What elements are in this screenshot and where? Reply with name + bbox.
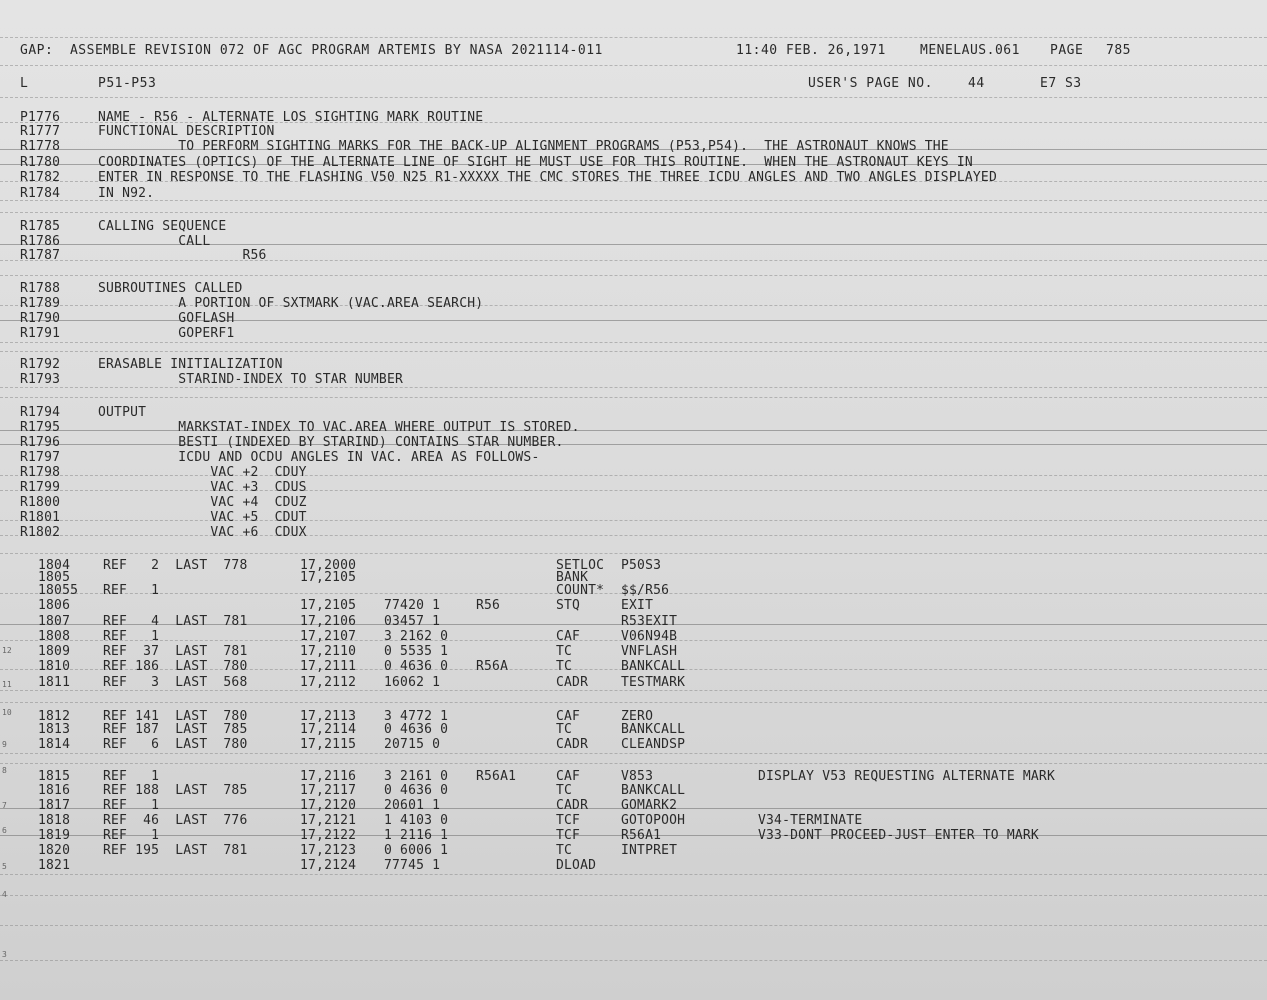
- symbol-label: R56A: [476, 659, 509, 674]
- comment-line: [0, 480, 1267, 496]
- opcode: CAF: [556, 769, 581, 784]
- address: 17,2121: [300, 813, 357, 828]
- comment-line: [0, 296, 1267, 312]
- address: 17,2115: [300, 737, 357, 752]
- line-id: R1798: [20, 465, 61, 480]
- ref-info: REF 2 LAST 778: [103, 558, 248, 573]
- address: 17,2123: [300, 843, 357, 858]
- margin-mark: 12: [2, 646, 12, 655]
- header-time-date: 11:40 FEB. 26,1971: [736, 43, 886, 58]
- operand: INTPRET: [621, 843, 678, 858]
- line-number: 1815: [38, 769, 71, 784]
- ruled-line: [0, 702, 1267, 703]
- comment-text: OUTPUT: [98, 405, 147, 420]
- ref-info: REF 186 LAST 780: [103, 659, 248, 674]
- ruled-line: [0, 275, 1267, 276]
- ruled-line: [0, 753, 1267, 754]
- user-page-label: USER'S PAGE NO.: [808, 76, 933, 91]
- ruled-line: [0, 895, 1267, 896]
- header-page-number: 785: [1106, 43, 1131, 58]
- code-line: [0, 675, 1267, 691]
- octal-word: 0 4636 0: [384, 783, 449, 798]
- line-number: 1814: [38, 737, 71, 752]
- line-number: 18055: [38, 583, 79, 598]
- opcode: TC: [556, 843, 573, 858]
- octal-word: 77745 1: [384, 858, 441, 873]
- code-comment: DISPLAY V53 REQUESTING ALTERNATE MARK: [758, 769, 1055, 784]
- comment-line: [0, 170, 1267, 186]
- ruled-line: [0, 874, 1267, 875]
- address: 17,2107: [300, 629, 357, 644]
- comment-line: [0, 155, 1267, 171]
- comment-line: [0, 525, 1267, 541]
- comment-line: [0, 326, 1267, 342]
- opcode: TC: [556, 722, 573, 737]
- line-id: R1801: [20, 510, 61, 525]
- line-number: 1809: [38, 644, 71, 659]
- code-line: [0, 843, 1267, 859]
- opcode: TCF: [556, 828, 581, 843]
- line-number: 1808: [38, 629, 71, 644]
- comment-line: [0, 186, 1267, 202]
- comment-text: BESTI (INDEXED BY STARIND) CONTAINS STAR NUMBER.: [98, 435, 564, 450]
- line-id: R1786: [20, 234, 61, 249]
- margin-mark: 5: [2, 862, 7, 871]
- comment-line: [0, 435, 1267, 451]
- comment-text: GOFLASH: [98, 311, 235, 326]
- ref-info: REF 37 LAST 781: [103, 644, 248, 659]
- code-line: [0, 858, 1267, 874]
- code-comment: V33-DONT PROCEED-JUST ENTER TO MARK: [758, 828, 1039, 843]
- line-number: 1818: [38, 813, 71, 828]
- comment-text: MARKSTAT-INDEX TO VAC.AREA WHERE OUTPUT IS STORED.: [98, 420, 580, 435]
- operand: P50S3: [621, 558, 662, 573]
- opcode: SETLOC: [556, 558, 605, 573]
- code-line: [0, 828, 1267, 844]
- ruled-line: [0, 97, 1267, 98]
- line-number: 1805: [38, 570, 71, 585]
- line-id: R1780: [20, 155, 61, 170]
- subheader-code: E7 S3: [1040, 76, 1082, 91]
- ref-info: REF 46 LAST 776: [103, 813, 248, 828]
- comment-line: [0, 281, 1267, 297]
- line-number: 1807: [38, 614, 71, 629]
- ref-info: REF 188 LAST 785: [103, 783, 248, 798]
- comment-text: COORDINATES (OPTICS) OF THE ALTERNATE LINE OF SIGHT HE MUST USE FOR THIS ROUTINE. WHEN THE ASTRONAUT KEYS IN: [98, 155, 973, 170]
- code-line: [0, 629, 1267, 645]
- address: 17,2113: [300, 709, 357, 724]
- octal-word: 77420 1: [384, 598, 441, 613]
- margin-mark: 3: [2, 950, 7, 959]
- octal-word: 1 2116 1: [384, 828, 449, 843]
- comment-text: GOPERF1: [98, 326, 235, 341]
- octal-word: 16062 1: [384, 675, 441, 690]
- address: 17,2117: [300, 783, 357, 798]
- opcode: TCF: [556, 813, 581, 828]
- opcode: TC: [556, 659, 573, 674]
- ruled-line: [0, 37, 1267, 38]
- address: 17,2105: [300, 598, 357, 613]
- line-id: R1792: [20, 357, 61, 372]
- comment-text: STARIND-INDEX TO STAR NUMBER: [98, 372, 404, 387]
- octal-word: 0 6006 1: [384, 843, 449, 858]
- page-subheader: [0, 76, 1267, 92]
- ref-info: REF 195 LAST 781: [103, 843, 248, 858]
- comment-text: ENTER IN RESPONSE TO THE FLASHING V50 N25 R1-XXXXX THE CMC STORES THE THREE ICDU ANGLES AND TWO ANGLES DISPLAYED: [98, 170, 997, 185]
- comment-line: [0, 450, 1267, 466]
- line-id: R1802: [20, 525, 61, 540]
- ruled-line: [0, 397, 1267, 398]
- line-number: 1816: [38, 783, 71, 798]
- octal-word: 1 4103 0: [384, 813, 449, 828]
- comment-line: [0, 420, 1267, 436]
- opcode: TC: [556, 783, 573, 798]
- comment-line: [0, 219, 1267, 235]
- ref-info: REF 141 LAST 780: [103, 709, 248, 724]
- opcode: STQ: [556, 598, 581, 613]
- line-number: 1820: [38, 843, 71, 858]
- line-id: R1797: [20, 450, 61, 465]
- comment-text: VAC +2 CDUY: [98, 465, 307, 480]
- address: 17,2124: [300, 858, 357, 873]
- comment-line: [0, 495, 1267, 511]
- code-line: [0, 737, 1267, 753]
- ref-info: REF 1: [103, 583, 160, 598]
- line-id: R1794: [20, 405, 61, 420]
- opcode: CADR: [556, 675, 589, 690]
- page-header: [0, 43, 1267, 59]
- opcode: CAF: [556, 709, 581, 724]
- operand: GOMARK2: [621, 798, 678, 813]
- code-line: [0, 583, 1267, 599]
- line-id: R1796: [20, 435, 61, 450]
- line-id: R1787: [20, 248, 61, 263]
- margin-mark: 8: [2, 766, 7, 775]
- octal-word: 20601 1: [384, 798, 441, 813]
- address: 17,2000: [300, 558, 357, 573]
- line-number: 1817: [38, 798, 71, 813]
- ref-info: REF 187 LAST 785: [103, 722, 248, 737]
- operand: TESTMARK: [621, 675, 686, 690]
- line-id: R1790: [20, 311, 61, 326]
- margin-mark: 10: [2, 708, 12, 717]
- subheader-col-l: L: [20, 76, 29, 91]
- octal-word: 3 2162 0: [384, 629, 449, 644]
- margin-mark: 7: [2, 801, 7, 810]
- line-id: R1778: [20, 139, 61, 154]
- octal-word: 20715 0: [384, 737, 441, 752]
- opcode: CADR: [556, 798, 589, 813]
- ruled-line: [0, 342, 1267, 343]
- comment-line: [0, 510, 1267, 526]
- operand: BANKCALL: [621, 783, 686, 798]
- opcode: COUNT*: [556, 583, 605, 598]
- comment-text: ERASABLE INITIALIZATION: [98, 357, 283, 372]
- operand: BANKCALL: [621, 722, 686, 737]
- operand: EXIT: [621, 598, 654, 613]
- comment-line: [0, 372, 1267, 388]
- ref-info: REF 1: [103, 798, 160, 813]
- ruled-line: [0, 351, 1267, 352]
- line-number: 1819: [38, 828, 71, 843]
- line-number: 1810: [38, 659, 71, 674]
- comment-text: NAME - R56 - ALTERNATE LOS SIGHTING MARK ROUTINE: [98, 110, 484, 125]
- octal-word: 0 4636 0: [384, 659, 449, 674]
- comment-line: [0, 248, 1267, 264]
- margin-mark: 6: [2, 826, 7, 835]
- code-line: [0, 659, 1267, 675]
- operand: R53EXIT: [621, 614, 678, 629]
- line-id: R1800: [20, 495, 61, 510]
- code-line: [0, 598, 1267, 614]
- ref-info: REF 1: [103, 769, 160, 784]
- line-number: 1806: [38, 598, 71, 613]
- subheader-section: P51-P53: [98, 76, 157, 91]
- operand: VNFLASH: [621, 644, 678, 659]
- symbol-label: R56: [476, 598, 501, 613]
- code-line: [0, 813, 1267, 829]
- line-number: 1821: [38, 858, 71, 873]
- address: 17,2114: [300, 722, 357, 737]
- address: 17,2106: [300, 614, 357, 629]
- comment-text: FUNCTIONAL DESCRIPTION: [98, 124, 275, 139]
- ref-info: REF 4 LAST 781: [103, 614, 248, 629]
- line-number: 1804: [38, 558, 71, 573]
- ruled-line: [0, 65, 1267, 66]
- comment-line: [0, 124, 1267, 140]
- comment-text: VAC +4 CDUZ: [98, 495, 307, 510]
- line-number: 1811: [38, 675, 71, 690]
- operand: ZERO: [621, 709, 654, 724]
- address: 17,2112: [300, 675, 357, 690]
- margin-mark: 9: [2, 740, 7, 749]
- operand: CLEANDSP: [621, 737, 686, 752]
- line-id: R1799: [20, 480, 61, 495]
- comment-text: IN N92.: [98, 186, 155, 201]
- comment-text: TO PERFORM SIGHTING MARKS FOR THE BACK-UP ALIGNMENT PROGRAMS (P53,P54). THE ASTRONAUT KNOWS THE: [98, 139, 949, 154]
- code-comment: V34-TERMINATE: [758, 813, 863, 828]
- line-id: R1791: [20, 326, 61, 341]
- octal-word: 0 4636 0: [384, 722, 449, 737]
- comment-text: R56: [98, 248, 267, 263]
- operand: GOTOPOOH: [621, 813, 686, 828]
- opcode: CAF: [556, 629, 581, 644]
- code-line: [0, 644, 1267, 660]
- line-id: R1782: [20, 170, 61, 185]
- symbol-label: R56A1: [476, 769, 517, 784]
- ruled-line: [0, 960, 1267, 961]
- header-source: MENELAUS.061: [920, 43, 1020, 58]
- octal-word: 0 5535 1: [384, 644, 449, 659]
- line-id: R1789: [20, 296, 61, 311]
- ref-info: REF 1: [103, 629, 160, 644]
- line-id: R1777: [20, 124, 61, 139]
- header-title: GAP: ASSEMBLE REVISION 072 OF AGC PROGRAM ARTEMIS BY NASA 2021114-011: [20, 43, 603, 58]
- address: 17,2110: [300, 644, 357, 659]
- line-id: R1784: [20, 186, 61, 201]
- opcode: DLOAD: [556, 858, 597, 873]
- address: 17,2111: [300, 659, 357, 674]
- ruled-line: [0, 763, 1267, 764]
- line-id: P1776: [20, 110, 61, 125]
- opcode: CADR: [556, 737, 589, 752]
- octal-word: 3 2161 0: [384, 769, 449, 784]
- margin-mark: 11: [2, 680, 12, 689]
- operand: $$/R56: [621, 583, 670, 598]
- line-id: R1785: [20, 219, 61, 234]
- operand: BANKCALL: [621, 659, 686, 674]
- comment-text: A PORTION OF SXTMARK (VAC.AREA SEARCH): [98, 296, 484, 311]
- comment-line: [0, 465, 1267, 481]
- code-line: [0, 798, 1267, 814]
- header-page-label: PAGE: [1050, 43, 1084, 58]
- comment-text: VAC +5 CDUT: [98, 510, 307, 525]
- user-page-number: 44: [968, 76, 985, 91]
- address: 17,2105: [300, 570, 357, 585]
- ref-info: REF 1: [103, 828, 160, 843]
- comment-line: [0, 311, 1267, 327]
- address: 17,2116: [300, 769, 357, 784]
- line-number: 1812: [38, 709, 71, 724]
- ref-info: REF 6 LAST 780: [103, 737, 248, 752]
- comment-text: CALLING SEQUENCE: [98, 219, 227, 234]
- octal-word: 03457 1: [384, 614, 441, 629]
- comment-line: [0, 405, 1267, 421]
- ruled-line: [0, 212, 1267, 213]
- code-line: [0, 614, 1267, 630]
- comment-text: CALL: [98, 234, 211, 249]
- ref-info: REF 3 LAST 568: [103, 675, 248, 690]
- line-id: R1795: [20, 420, 61, 435]
- line-id: R1793: [20, 372, 61, 387]
- comment-line: [0, 357, 1267, 373]
- octal-word: 3 4772 1: [384, 709, 449, 724]
- code-line: [0, 722, 1267, 738]
- operand: V06N94B: [621, 629, 678, 644]
- address: 17,2122: [300, 828, 357, 843]
- line-id: R1788: [20, 281, 61, 296]
- comment-text: SUBROUTINES CALLED: [98, 281, 243, 296]
- operand: V853: [621, 769, 654, 784]
- opcode: BANK: [556, 570, 589, 585]
- margin-mark: 4: [2, 890, 7, 899]
- comment-text: VAC +3 CDUS: [98, 480, 307, 495]
- address: 17,2120: [300, 798, 357, 813]
- comment-text: ICDU AND OCDU ANGLES IN VAC. AREA AS FOLLOWS-: [98, 450, 540, 465]
- ruled-line: [0, 925, 1267, 926]
- ruled-line: [0, 553, 1267, 554]
- code-line: [0, 783, 1267, 799]
- comment-line: [0, 139, 1267, 155]
- comment-text: VAC +6 CDUX: [98, 525, 307, 540]
- line-number: 1813: [38, 722, 71, 737]
- operand: R56A1: [621, 828, 662, 843]
- opcode: TC: [556, 644, 573, 659]
